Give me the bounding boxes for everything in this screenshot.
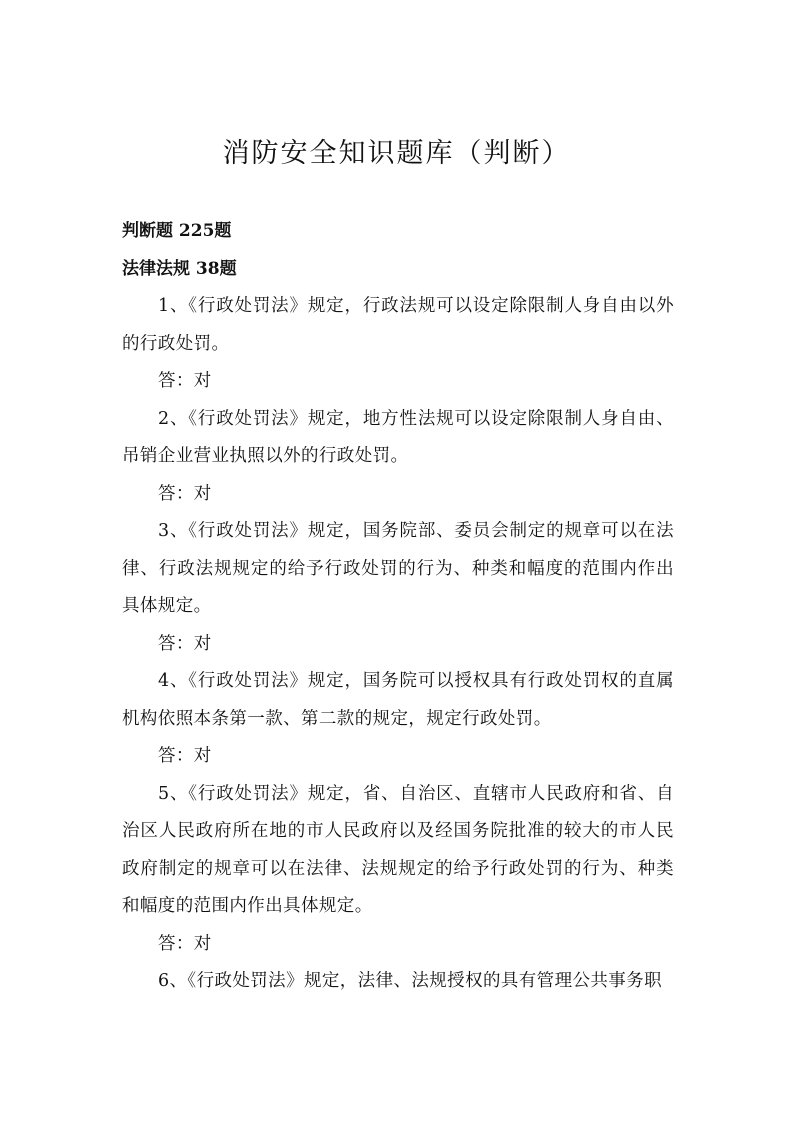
section-heading: 判断题 225题 (122, 221, 232, 241)
question-item (122, 663, 674, 776)
question-item (122, 513, 674, 663)
question-item (122, 776, 674, 964)
question-answer: 答：对 (158, 371, 212, 391)
question-answer: 答：对 (158, 746, 212, 766)
question-answer: 答：对 (158, 483, 212, 504)
question-text: 6、《行政处罚法》规定，法律、法规授权的具有管理公共事务职 (158, 971, 662, 991)
question-text: 4、《行政处罚法》规定，国务院可以授权具有行政处罚权的直属机构依照本条第一款、第二款的规定，规定行政处罚。 (122, 671, 674, 729)
document-title: 消防安全知识题库（判断） (222, 138, 571, 169)
question-answer: 答：对 (158, 933, 212, 954)
question-list (122, 288, 674, 1001)
question-text: 1、《行政处罚法》规定，行政法规可以设定除限制人身自由以外的行政处罚。 (122, 296, 674, 354)
question-answer: 答：对 (158, 633, 212, 654)
question-text: 2、《行政处罚法》规定，地方性法规可以设定除限制人身自由、吊销企业营业执照以外的行政处罚。 (122, 408, 674, 466)
question-item (122, 288, 674, 401)
question-text: 5、《行政处罚法》规定，省、自治区、直辖市人民政府和省、自治区人民政府所在地的市人民政府以及经国务院批准的较大的市人民政府制定的规章可以在法律、法规规定的给予行政处罚的行为、种类和幅度的范围内作出具体规定。 (122, 783, 674, 916)
question-item (122, 401, 674, 514)
subsection-heading: 法律法规 38题 (122, 259, 237, 279)
question-item (122, 963, 674, 1001)
question-text: 3、《行政处罚法》规定，国务院部、委员会制定的规章可以在法律、行政法规规定的给予行政处罚的行为、种类和幅度的范围内作出具体规定。 (122, 521, 674, 616)
